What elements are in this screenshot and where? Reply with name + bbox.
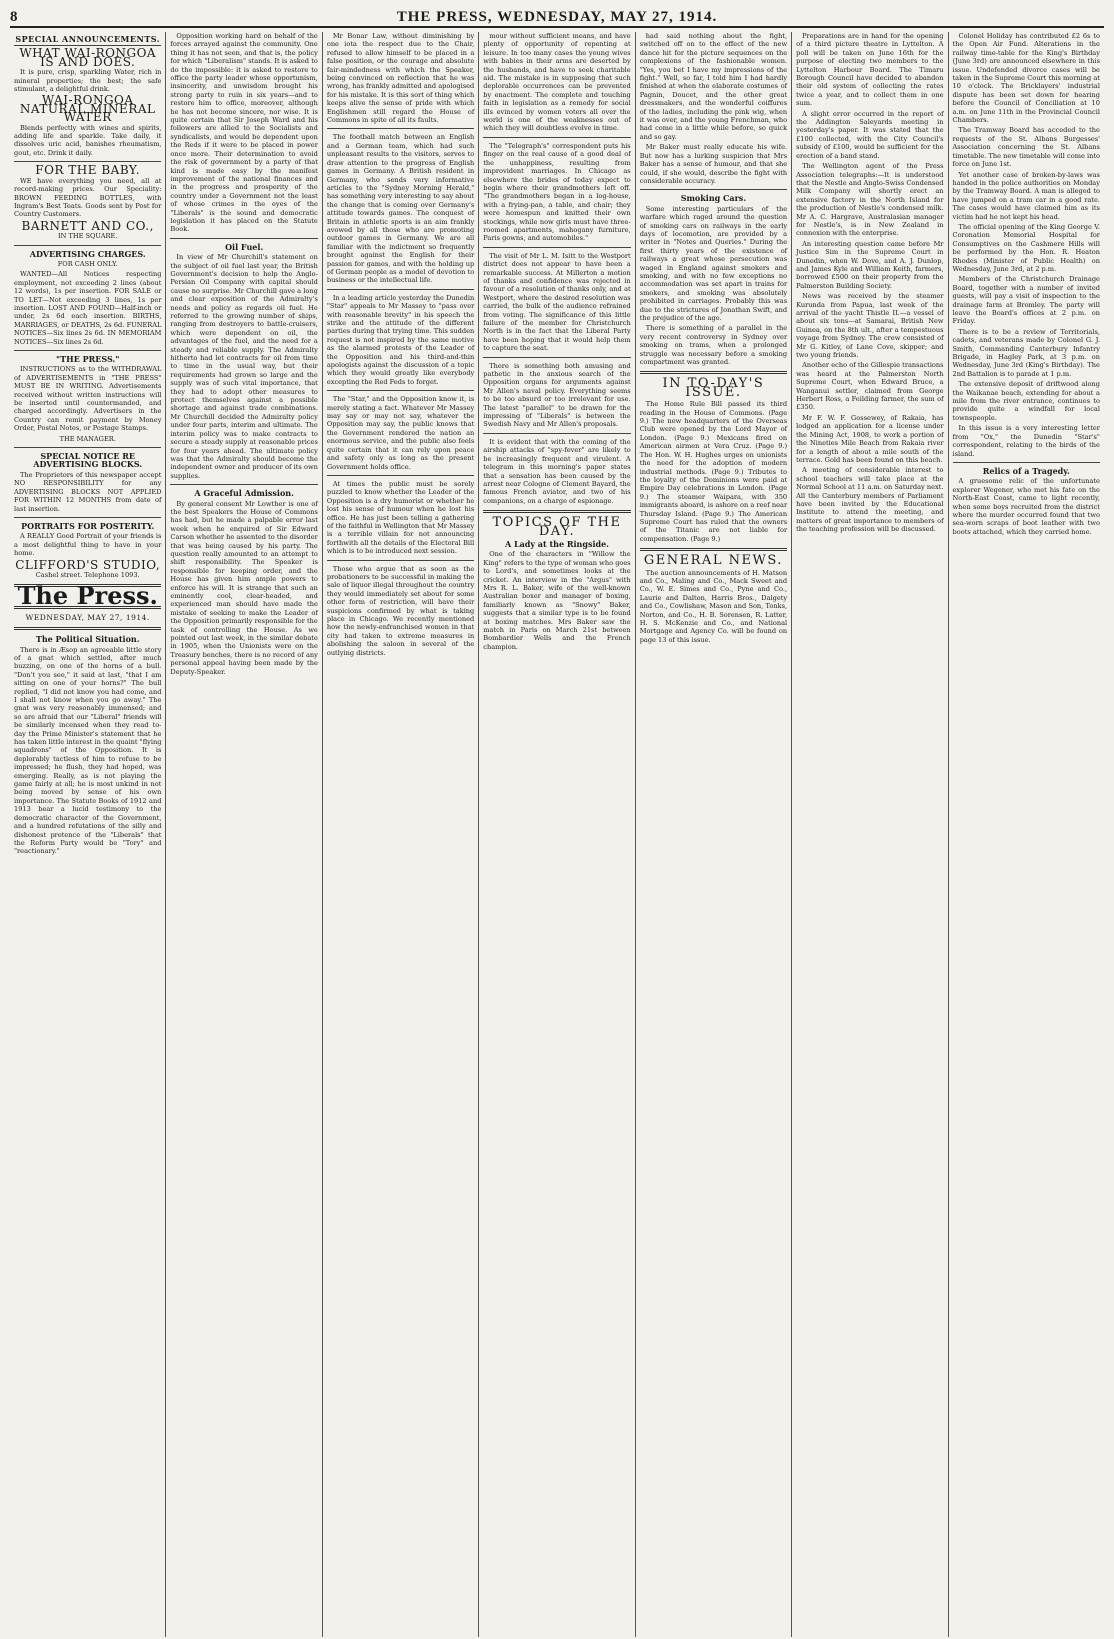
article-text: A meeting of considerable interest to school teachers will take place at the Normal School at 11 a.m. on Saturday next. All the Canterbury members of Parliament have been invited by the Educational Institute to attend the meeting, and matters of great importance to members of the teaching profession will be discussed. [796, 466, 944, 534]
article-text: One of the characters in "Willow the King" refers to the type of woman who goes to Lord's, and sometimes looks at the cricket. An interview in the "Argus" with Mrs R. L. Baker, wife of the well-known Australian boxer and manager of boxing, familiarly known as "Snowy" Baker, suggests that a similar type is to be found at boxing matches. Mrs Baker saw the match in Paris on March 21st between Bombardier Wells and the French champion. [483, 550, 631, 651]
divider [483, 510, 630, 513]
nameplate: The Press. [17, 581, 158, 611]
ad-wairongoa-title: WHAT WAI-RONGOA IS AND DOES. [19, 46, 157, 69]
article-text: The extensive deposit of driftwood along the Waikanae beach, extending for about a mile from the river entrance, continues to provide quite a windfall for local townspeople. [952, 380, 1100, 422]
article-text: Yet another case of broken-by-laws was handed in the police authorities on Monday by the Tramway Board. A man is alleged to have jumped on a tram car in a good rate. The cases would have claimed him as its victim had he not kept his head. [952, 170, 1100, 221]
topics-of-the-day-heading: TOPICS OF THE DAY. [492, 515, 622, 539]
divider [483, 247, 630, 248]
column-4 [479, 32, 635, 1637]
article-text: Preparations are in hand for the opening of a third picture theatre in Lyttelton. A poll will be taken on June 16th for the purpose of electing two members to the Lyttelton Harbour Board. The Timaru Borough Council have decided to abandon their old system of collecting the rates twice a year, and to collect them in one sum. [796, 32, 944, 108]
article-text: The auction announcements of H. Matson and Co., Maling and Co., Mack Sweet and Co., W. E. Simes and Co., Pyne and Co., Laurie and Dalton, Harris Bros., Dalgety and Co., Cowlishaw, Mason and Son, Tonks, Norton, and Co., H. B. Sorensen, R. Latter, H. S. McKenzie and Co., and National Mortgage and Agency Co. will be found on page 13 of this issue. [639, 568, 788, 644]
article-text: had said nothing about the fight, switched off on to the effect of the new dance hit for the picture sequences on the complexions of the fashionable women. "Yes, you bet I have my impressions of the fight." Well, so far, I told him I had hardly finished at when the elaborate costumes of Pagnin, Doucet, and the other great dressmakers, and the wonderful coiffures of the ladies, including the pink wig, when it was over, and the young Frenchman, who had come in a little while before, so quick and so gay. [639, 32, 788, 141]
article-text: An interesting question came before Mr Justice Sim in the Supreme Court in Dunedin, when W. Dove, and A. J. Dunlop, and James Kyle and William Keith, farmers, borrowed £500 on their property from the Palmerston Building Society. [796, 239, 944, 290]
article-text: The Wellington agent of the Press Association telegraphs:—It is understood that the Nestle and Anglo-Swiss Condensed Milk Company will shortly erect an extensive factory in the North Island for the production of Nestle's condensed milk. Mr A. C. Hargrave, Australasian manager for Nestle's, is in New Zealand in connexion with the enterprise. [796, 162, 944, 238]
article-text: The "Telegraph's" correspondent puts his finger on the real cause of a good deal of the unhappiness, resulting from improvident marriages. In Chicago as elsewhere the brides of today expect to begin where their grandmothers left off. "The grandmothers began in a log-house, with a frying-pan, a table, and chair; they were homespun and knitted their own stockings, while now girls must have three-roomed apartments, mahogany furniture, Paris gowns, and automobiles." [483, 141, 631, 243]
press-notice-heading: "THE PRESS." [56, 354, 120, 364]
article-text: In a leading article yesterday the Dunedin "Star" appeals to Mr Massey to "pass over with reasonable brevity" in his speech the strike and the attitude of the different parties during that trying time. This sudden request is not inspired by the same motive as the alarmed protests of the Leader of the Opposition and his third-and-thin apologists against the discussion of a topic which they would greatly like everybody excepting the Red Feds to forget. [326, 293, 475, 386]
article-text: Some interesting particulars of the warfare which raged around the question of smoking cars on railways in the early days of locomotion, are provided by a writer in "Notes and Queries." During the first thirty years of the existence of railways a great whose persecution was waged in England against smokers and smoking, and with no few exceptions no accommodation was set apart in trains for smokers, and smoking was absolutely prohibited in carriages. Probably this was due to the strictures of Jonathan Swift, and the prejudice of the age. [639, 204, 788, 322]
divider [14, 447, 161, 448]
page-number: 8 [10, 9, 18, 25]
dateline: WEDNESDAY, MAY 27, 1914. [25, 612, 150, 622]
divider [170, 238, 317, 239]
article-text: Colonel Holiday has contributed £2 6s to the Open Air Fund. Alterations in the railway time-table for the King's Birthday (June 3rd) are announced elsewhere in this issue. Undefended divorce cases will be taken in the Supreme Court this morning at 10 o'clock. The Bricklayers' industrial dispute has been set down for hearing before the Council of Conciliation at 10 a.m. on June 11th in the Provincial Council Chambers. [952, 32, 1100, 125]
oil-fuel-heading: Oil Fuel. [225, 241, 264, 252]
column-7 [949, 32, 1104, 1637]
article-text: Those who argue that as soon as the probationers to be successful in making the sale of liquor illegal throughout the country they would immediately set about for some other form of restriction, will have their suspicions confirmed by what is taking place in Chicago. We recently mentioned how the newly-enfranchised women in that city had taken to extreme measures in abolishing the saloon in several of the outlying districts. [326, 564, 475, 657]
article-text: Opposition working hard on behalf of the forces arrayed against the community. One thing it has not seen, and that is, the policy for which "Liberalism" stands. It is asked to do the impossible: it is asked to restore to office the party leader whose opportunism, insincerity, and unwisdom brought his strong party to ruin in six years—and to restore him to office, moreover, although he has not become sincere, nor wise. It is quite certain that Sir Joseph Ward and his followers are allied to the Socialists and syndicalists, and would be dependent upon the Reds if it were to be placed in power once more. Their determination to avoid the risk of government by a party of that kind is made easy by the manifest improvement of the national finances and in the progress and prosperity of the country under a Government not the least of whose crimes in the eyes of the "Liberals" is the sound and democratic legislation it has placed on the Statute Book. [170, 32, 318, 234]
article-text: In this issue is a very interesting letter from "Ox," the Dunedin "Star's" correspondent, relating to the birds of the island. [952, 424, 1100, 458]
article-text: The Tramway Board has acceded to the requests of the St. Albans Burgesses' Association concerning the St. Albans timetable. The new timetable will come into force on June 1st. [952, 126, 1100, 169]
divider [953, 462, 1100, 463]
article-text: By general consent Mr Lowther is one of the best Speakers the House of Commons has had, but he made a palpable error last week when he enquired of Sir Edward Carson whether he assented to the disorder that was being caused by his party. The question really amounted to an attempt to shift responsibility. The Speaker is responsible for keeping order, and the House has given him ample powers to enforce his will. It is strange that such an eminently cool, clear-headed, and experienced man should have made the mistake of seeking to make the Leader of the Opposition primarily responsible for the task of controlling the House. As we pointed out last week, in the similar debate in 1905, when the Unionists were on the Treasury benches, there is no record of any personal appeal having been made by the Deputy-Speaker. [170, 499, 318, 676]
article-text: The Home Rule Bill passed its third reading in the House of Commons. (Page 9.) The new headquarters of the Overseas Club were opened by the Lord Mayor of London. (Page 9.) Mexicans fired on American airmen at Vera Cruz. (Page 9.) The Hon. W. H. Hughes urges on unionists the need for the adoption of modern industrial methods. (Page 9.) Tributes to the loyalty of the Dominions were paid at Empire Day celebrations in London. (Page 9.) The steamer Waipara, with 350 immigrants aboard, is ashore on a reef near Thursday Island. (Page 9.) The American Supreme Court has ruled that the owners of the Titanic are not liable for compensation. (Page 9.) [639, 400, 788, 543]
todays-issue-heading: IN TO-DAY'S ISSUE. [662, 376, 765, 400]
general-news-heading: GENERAL NEWS. [643, 553, 783, 569]
column-5 [636, 32, 792, 1637]
article-text: It is evident that with the coming of the airship attacks of "spy-fever" are likely to be increasingly frequent and virulent. A telegram in this morning's paper states that a sensation has been caused by the arrest near Cologne of Clement Bayard, the famous French aviator, and two of his companions, on a charge of espionage. [483, 437, 631, 505]
article-text: A slight error occurred in the report of the Addington Saleyards meeting in yesterday's paper. It was stated that the £100 collected, with the City Council's subsidy of £100, would be sufficient for the erection of a band stand. [796, 109, 944, 160]
advertising-charges-sub: FOR CASH ONLY. [57, 259, 118, 268]
press-notice-sign: THE MANAGER. [59, 434, 116, 443]
masthead [10, 4, 1104, 28]
article-text: Mr Baker must really educate his wife. But now has a lurking suspicion that Mrs Baker has a sense of humour, and that she could, if she would, describe the fight with considerable accuracy. [639, 143, 788, 185]
divider [327, 128, 474, 129]
relics-tragedy-heading: Relics of a Tragedy. [982, 465, 1070, 476]
column-1 [10, 32, 166, 1637]
divider [640, 548, 787, 551]
portraits-body: A REALLY Good Portrait of your friends is a most delightful thing to have in your home. [14, 532, 162, 558]
blocks-notice-body: The Proprietors of this newspaper accept NO RESPONSIBILITY for any ADVERTISING BLOCKS NOT APPLIED FOR WITHIN 12 MONTHS from date of last insertion. [14, 470, 162, 513]
divider [327, 475, 474, 476]
divider [14, 350, 161, 351]
divider [483, 357, 630, 358]
divider [170, 484, 317, 485]
ad-baby-title: FOR THE BABY. [35, 163, 141, 178]
article-text: The visit of Mr L. M. Isitt to the Westport district does not appear to have been a remarkable success. At Millerton a motion of thanks and confidence was rejected in favour of a resolution of thanks only, and at Westport, where the desired resolution was carried, the bulk of the audience refrained from voting. The significance of this little failure of the member for Christchurch North is in the fact that the Liberal Party have been hoping that it would help them to capture the seat. [483, 251, 631, 353]
divider [640, 371, 787, 374]
special-announcements-heading: SPECIAL ANNOUNCEMENTS. [14, 35, 161, 46]
article-text: The football match between an English and a German team, which had such unpleasant results to the visitors, serves to draw attention to the progress of English games in Germany. A British resident in Germany, who sends very informative articles to the "Sydney Morning Herald," has something very interesting to say about the change that is coming over Germany's attitude towards games. The conquest of Britain in athletic sports is an aim frankly avowed by all those who are promoting outdoor games in Germany. We are all familiar with the indictment so frequently brought against the English for their passion for games, and with the holding up of German people as a model of devotion to business or the intellectual life. [326, 133, 475, 285]
blocks-notice-heading: SPECIAL NOTICE RE ADVERTISING BLOCKS. [33, 451, 143, 470]
divider [14, 161, 161, 162]
article-text: Members of the Christchurch Drainage Board, together with a number of invited guests, will pay a visit of inspection to the drainage farm at Bromley. The party will leave the Board's offices at 2 p.m. on Friday. [952, 275, 1100, 326]
advertising-charges-heading: ADVERTISING CHARGES. [29, 248, 146, 259]
ad-wairongoa-tail: Blends perfectly with wines and spirits, adding life and sparkle. Take daily, it dissolves uric acid, banishes rheumatism, gout, etc. Drink it daily. [14, 123, 162, 157]
divider [483, 433, 630, 434]
article-text: The "Star," and the Opposition know it, is merely stating a fact. Whatever Mr Massey may say or may not say, whatever the Opposition may say, the public knows that the Government rendered the nation an enormous service, and the public also feels quite certain that it can rely upon peace and safety only as long as the present Government holds office. [326, 395, 475, 471]
divider [640, 189, 787, 190]
divider [483, 137, 630, 138]
columns [10, 32, 1104, 1637]
article-text: mour without sufficient means, and have plenty of opportunity of repenting at leisure. In too many cases the young wives with babies in their arms are deserted by the husbands, and have to seek charitable aid. The mistake is in supposing that such deplorable occurrences can be prevented by enactment. The complete and touching faith in legislation as a remedy for social ills evinced by women voters all over the world is one of the weaknesses out of which they will doubtless evolve in time. [483, 32, 631, 133]
studio-name: CLIFFORD'S STUDIO, [15, 557, 161, 572]
ad-baby-body: WE have everything you need, all at record-making prices. Our Speciality: BROWN FEEDING BOTTLES, with Ingram's Best Teats. Goods sent by Post for Country Customers. [14, 176, 162, 219]
article-text: Mr F. W. F. Gossewey, of Rakaia, has lodged an application for a license under the Mining Act, 1908, to work a portion of the Nineties Mile Beach from Rakaia river for a length of about a mile south of the terrace. Gold has been found on this beach. [796, 413, 944, 464]
divider [327, 390, 474, 391]
article-text: There is something of a parallel in the very recent controversy in Sydney over smoking on trams, when a prolonged struggle was necessary before a smoking compartment was granted. [639, 324, 788, 367]
article-text: News was received by the steamer Kurunda from Papua, last week of the arrival of the yacht Thistle II.—a vessel of about six tons—at Samarai, British New Guinea, on the 8th ult., after a tempestuous voyage from Sydney. The crew consisted of Mr G. Kitley, of Lane Cove, skipper; and two young friends. [796, 292, 944, 360]
divider [327, 560, 474, 561]
portraits-heading: PORTRAITS FOR POSTERITY. [21, 520, 155, 531]
article-text: Mr Bonar Law, without diminishing by one iota the respect due to the Chair, refused to allow himself to be placed in a false position, or the courage and absolute fair-mindedness with which the Speaker, being convinced on reflection that he was wrong, has frankly admitted and apologised for his mistake. It is this sort of thing which keeps alive the sense of pride with which Englishmen still regard the House of Commons in spite of all its faults. [326, 32, 475, 125]
article-text: A gruesome relic of the unfortunate explorer Wegener, who met his fate on the North-East Coast, came to light recently, when some boys recruited from the district where the murder occurred found that two sea-worn scraps of boot leather with two boots attached, which they carried home. [952, 477, 1100, 536]
ad-wairongoa-brand: WAI-RONGOA NATURAL MINERAL WATER [19, 93, 156, 125]
ad-baby-firm: BARNETT AND CO., [21, 218, 154, 233]
article-text: At times the public must be sorely puzzled to know whether the Leader of the Opposition is a dry humorist or whether he lost his sense of humour when he lost his office. He has just been telling a gathering of the faithful in Wellington that Mr Massey is a terrible villain for not announcing forthwith all the details of the Electoral Bill which is to be introduced next session. [326, 479, 475, 556]
divider [327, 289, 474, 290]
paper-title-dateline: THE PRESS, WEDNESDAY, MAY 27, 1914. [396, 9, 718, 25]
divider [14, 517, 161, 518]
ad-baby-address: IN THE SQUARE. [57, 232, 118, 241]
article-text: The official opening of the King George V. Coronation Memorial Hospital for Consumptives on the Cashmere Hills will be performed by the Hon. R. Heaton Rhodes (Minister of Public Health) on Wednesday, June 3rd, at 2 p.m. [952, 222, 1100, 273]
column-3 [323, 32, 479, 1637]
graceful-admission-heading: A Graceful Admission. [194, 488, 294, 499]
article-text: There is in Æsop an agreeable little story of a gnat which settled, after much buzzing, on one of the horns of a bull. "Don't you see," it said at last, "that I am sitting on one of your horns?" The bull replied, "I did not know you had come, and I shall not know when you go away." The gnat was very reasonably immensed; and so are afraid that our "Liberal" friends will be similarly incensed when they read to-day the Prime Minister's statement that he has taken little interest in the quaint "flying squadrons" of the Opposition. It is deplorably tactless of him to refuse to be impressed; he flush, they had hoped, was emerging. Really, as is not playing the game fairly at all; he is most unkind in not being moved by sense of his own importance. The Statute Books of 1912 and 1913 bear a lucid testimony to the democratic character of the Government, and a hundred refutations of the silly and dishonest pretence of the "Liberals" that the Reform Party would be "Tory" and "reactionary." [14, 645, 162, 856]
article-text: Another echo of the Gillespie transactions was heard at the Palmerston North Supreme Court, when Edward Bruce, a Wanganui settler, claimed from George Herbert Ross, a Feilding farmer, the sum of £350. [796, 361, 944, 412]
article-text: There is something both amusing and pathetic in the anxious search of the Opposition organs for arguments against Mr Allen's naval policy. Everything seems to be too absurd or too irrelevant for use. The latest "parallel" to be drawn for the impressing of "Liberals" is between the Swedish Navy and Mr Allen's proposals. [483, 361, 631, 429]
studio-address: Cashel street. Telephone 1093. [35, 570, 140, 579]
lady-ringside-heading: A Lady at the Ringside. [504, 538, 609, 549]
ad-wairongoa-body: It is pure, crisp, sparkling Water, rich in mineral properties; the best; the safe stimulant, a delightful drink. [14, 68, 162, 94]
advertising-charges-body: WANTED—All Notices respecting employment, not exceeding 2 lines (about 12 words), 1s per insertion. FOR SALE or TO LET—Not exceeding 3 lines, 1s per insertion. LOST AND FOUND—Half-inch or under, 2s 6d each insertion. BIRTHS, MARRIAGES, or DEATHS, 2s 6d. FUNERAL NOTICES—Six lines 2s 6d. IN MEMORIAM NOTICES—Six lines 2s 6d. [14, 270, 162, 346]
smoking-cars-heading: Smoking Cars. [680, 193, 747, 204]
article-text: There is to be a review of Territorials, cadets, and veterans made by Colonel G. J. Smith, Commanding Canterbury Infantry Brigade, in Hagley Park, at 3 p.m. on Wednesday, June 3rd (King's Birthday). The 2nd Battalion is to parade at 1 p.m. [952, 327, 1100, 378]
press-notice-body: INSTRUCTIONS as to the WITHDRAWAL of ADVERTISEMENTS in "THE PRESS" MUST BE IN WRITING. Advertisements received without written instructions will be inserted until countermanded, and charged accordingly. Advertisers in the Country can remit payment by Money Order, Postal Notes, or Postage Stamps. [14, 365, 162, 433]
divider [14, 627, 161, 630]
article-title: The Political Situation. [35, 634, 140, 645]
divider [14, 245, 161, 246]
article-text: In view of Mr Churchill's statement on the subject of oil fuel last year, the British Government's decision to help the Anglo-Persian Oil Company with capital should cause no surprise. Mr Churchill gave a long and clear exposition of the Admiralty's needs and policy as regards oil fuel. He referred to the growing number of ships, ranging from destroyers to battle-cruisers, which were dependent on oil, the advantages of the fuel, and the need for a steady and reliable supply. The Admiralty hitherto had let contracts for oil from time to time in the usual way, but their requirements had grown so large and the supply was of such vital importance, that they had to adopt other measures to protect themselves against a possible shortage and against trade combinations. Mr Churchill decided the Admiralty policy under four parts, interim and ultimate. The interim policy was to make contracts to secure a steady supply at reasonable prices for four years ahead. The ultimate policy was that the Admiralty should become the independent owner and producer of its own supplies. [170, 253, 318, 480]
column-6 [792, 32, 948, 1637]
column-2 [166, 32, 322, 1637]
